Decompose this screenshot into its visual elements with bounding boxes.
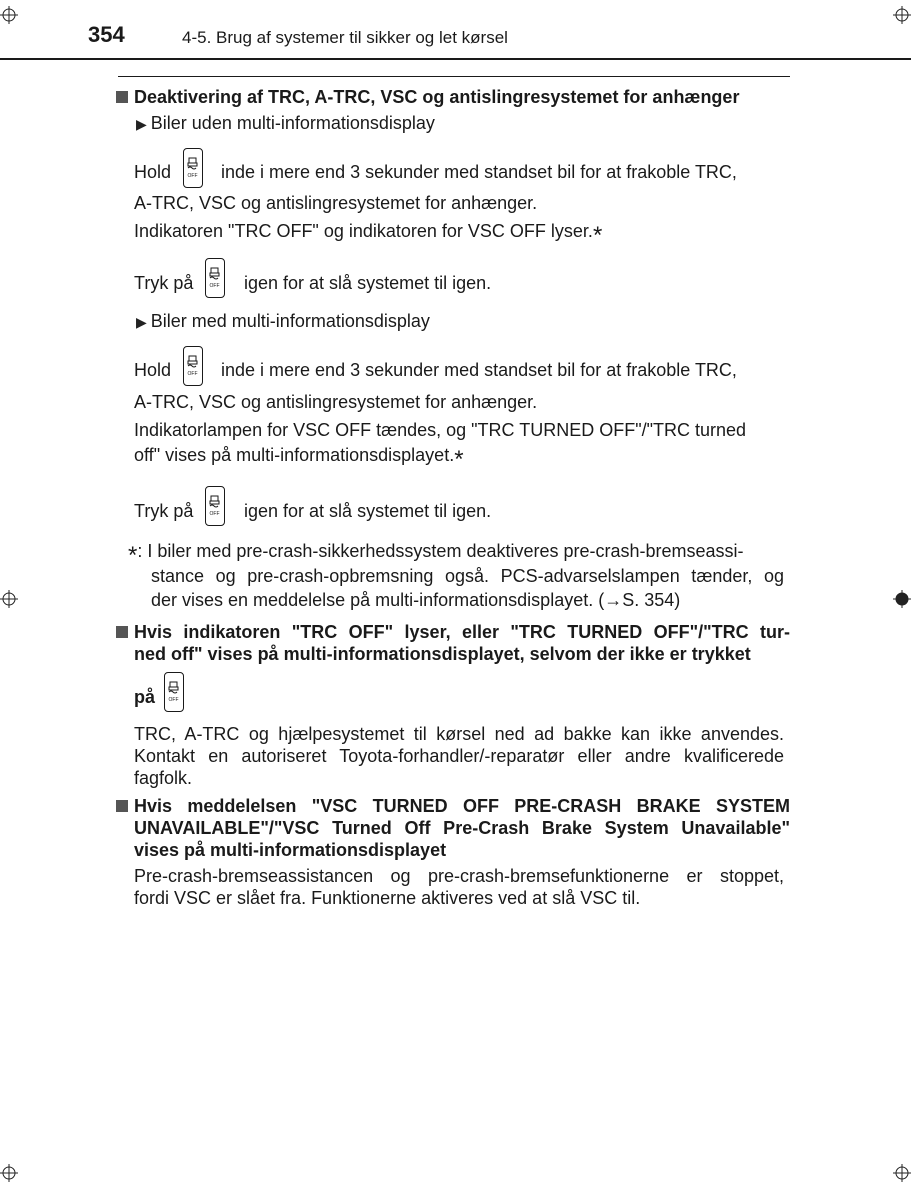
vsc-off-button-icon	[183, 346, 203, 386]
sub2-hold-post: inde i mere end 3 sekunder med standset bil for at frakoble TRC,	[221, 360, 737, 380]
sub2-label-text: Biler med multi-informationsdisplay	[150, 311, 430, 331]
section2-heading-line2: ned off" vises på multi-informationsdisplayet, selvom der ikke er trykket	[134, 644, 751, 664]
registration-mark-icon	[893, 590, 911, 608]
square-bullet-icon	[116, 91, 128, 103]
sub1-press-post: igen for at slå systemet til igen.	[244, 273, 492, 293]
footnote-star: *	[454, 446, 464, 473]
sub2-line2: A-TRC, VSC og antislingresystemet for anhænger.	[134, 392, 538, 412]
sub1-line3-text: Indikatoren "TRC OFF" og indikatoren for VSC OFF lyser.	[134, 221, 593, 241]
page-number: 354	[88, 22, 125, 47]
registration-mark-icon	[0, 1164, 18, 1182]
section2-body-line2: Kontakt en autoriseret Toyota-forhandler/-reparatør eller andre kvalificerede	[134, 746, 784, 766]
section3-body-line1: Pre-crash-bremseassistancen og pre-crash-bremsefunktionerne er stoppet,	[134, 866, 784, 886]
section1-heading-text: Deaktivering af TRC, A-TRC, VSC og antislingresystemet for anhænger	[134, 87, 740, 107]
section3-heading-line3: vises på multi-informationsdisplayet	[134, 840, 447, 860]
section1-heading	[116, 86, 739, 109]
sub2-label	[136, 310, 430, 334]
sub2-press-post: igen for at slå systemet til igen.	[244, 501, 492, 521]
section2-heading-line3: på	[134, 687, 156, 707]
footnote-line3: der vises en meddelelse på multi-informationsdisplayet. (→S. 354)	[151, 590, 681, 610]
header-rule	[0, 58, 911, 60]
section2-body-line1: TRC, A-TRC og hjælpesystemet til kørsel ned ad bakke kan ikke anvendes.	[134, 724, 784, 744]
svg-text:OFF: OFF	[187, 371, 198, 377]
section2-body-line3: fagfolk.	[134, 768, 193, 788]
sub2-press-pre: Tryk på	[134, 501, 194, 521]
sub1-line2: A-TRC, VSC og antislingresystemet for anhænger.	[134, 193, 538, 213]
sub1-press-pre: Tryk på	[134, 273, 194, 293]
footnote-star: *	[592, 222, 603, 249]
section2-heading-line1	[116, 621, 790, 644]
footnote-line1	[128, 540, 744, 567]
vsc-off-button-icon	[164, 672, 184, 712]
registration-mark-icon	[0, 590, 18, 608]
vsc-off-button-icon	[183, 148, 203, 188]
registration-mark-icon	[893, 1164, 911, 1182]
sub1-line3	[134, 220, 602, 247]
svg-text:OFF: OFF	[209, 511, 220, 517]
square-bullet-icon	[116, 626, 128, 638]
section3-heading-line1-text: Hvis meddelelsen "VSC TURNED OFF PRE-CRASH BRAKE SYSTEM	[134, 796, 790, 816]
svg-text:OFF: OFF	[209, 283, 220, 289]
svg-text:OFF: OFF	[168, 697, 179, 703]
section3-heading-line2: UNAVAILABLE"/"VSC Turned Off Pre-Crash Brake System Unavailable"	[134, 818, 790, 838]
sub1-hold-post: inde i mere end 3 sekunder med standset bil for at frakoble TRC,	[221, 162, 737, 182]
sub1-label	[136, 112, 435, 136]
sub2-hold-pre: Hold	[134, 360, 172, 380]
right-triangle-icon: ▶	[136, 116, 147, 132]
sub1-hold-pre: Hold	[134, 162, 172, 182]
svg-text:OFF: OFF	[187, 173, 198, 179]
sub2-line4-text: off" vises på multi-informationsdisplayet.	[134, 445, 455, 465]
sub2-line3: Indikatorlampen for VSC OFF tændes, og "TRC TURNED OFF"/"TRC turned	[134, 420, 747, 440]
footnote-line2: stance og pre-crash-opbremsning også. PCS-advarselslampen tænder, og	[151, 566, 784, 586]
section2-heading-line1-text: Hvis indikatoren "TRC OFF" lyser, eller "TRC TURNED OFF"/"TRC tur-	[134, 622, 790, 642]
section-title: 4-5. Brug af systemer til sikker og let kørsel	[182, 28, 508, 47]
vsc-off-button-icon	[205, 258, 225, 298]
section3-heading-line1	[116, 795, 790, 818]
sub1-label-text: Biler uden multi-informationsdisplay	[150, 113, 435, 133]
content-rule	[118, 76, 790, 77]
right-triangle-icon: ▶	[136, 314, 147, 330]
vsc-off-button-icon	[205, 486, 225, 526]
footnote-line1-text: : I biler med pre-crash-sikkerhedssystem deaktiveres pre-crash-bremseassi-	[137, 541, 744, 561]
section3-body-line2: fordi VSC er slået fra. Funktionerne aktiveres ved at slå VSC til.	[134, 888, 641, 908]
registration-mark-icon	[893, 6, 911, 24]
registration-mark-icon	[0, 6, 18, 24]
sub2-line4	[134, 444, 464, 471]
footnote-star: *	[128, 542, 138, 569]
square-bullet-icon	[116, 800, 128, 812]
